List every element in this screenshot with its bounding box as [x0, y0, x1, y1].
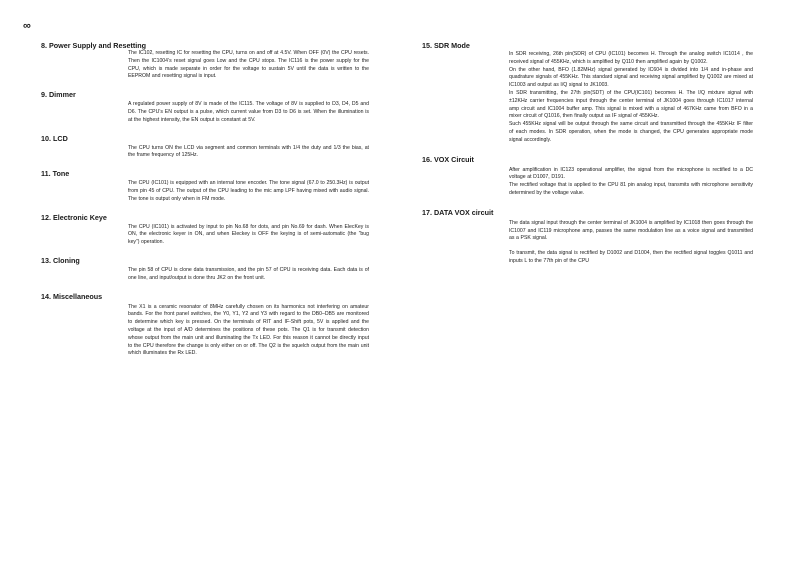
- page-mark: ∞: [23, 20, 31, 32]
- section-body: [128, 304, 369, 359]
- paragraph: A regulated power supply of 8V is made of the IC115. The voltage of 8V is supplied to D3, D4, D5 and D6. The CPU’s EN output is a pulse, which current value from D3 to D6 is set. When the illumination is at the highest intensity, the EN output is constant at 5V.: [128, 101, 369, 123]
- section-sdr-mode: [422, 41, 753, 145]
- section-heading: 12. Electronic Keye: [41, 212, 107, 222]
- section-vox-circuit: [422, 155, 753, 198]
- section-body: [128, 145, 369, 161]
- section-data-vox-circuit: [422, 208, 753, 266]
- section-heading: 14. Miscellaneous: [41, 291, 103, 301]
- section-power-supply: [41, 41, 369, 81]
- paragraph: The data signal input through the center terminal of JK1004 is amplified by IC1018 then goes through the IC1007 and IC119 microphone amp, passes the same modulation line as a voice signal and transmitted as a PSK signal.: [509, 219, 753, 242]
- section-dimmer: [41, 90, 369, 124]
- right-column: [422, 41, 753, 266]
- section-heading: 17. DATA VOX circuit: [422, 207, 494, 217]
- section-body: [509, 167, 753, 198]
- left-column: [41, 41, 369, 358]
- paragraph: To transmit, the data signal is rectified by D1002 and D1004, then the rectified signal toggles Q1011 and inputs L to the 77th pin of the CPU: [509, 250, 753, 264]
- section-electronic-keyer: [41, 213, 369, 247]
- paragraph: The CPU (IC101) is activated by input to pin No.68 for dots, and pin No.69 for dash. When ElecKey is ON, the electronic keyer in ON, and when Eleckey is OFF the keying is of semi-automatic (the “bug key”) operation.: [128, 223, 369, 246]
- section-heading: 9. Dimmer: [41, 90, 76, 100]
- paragraph: On the other hand, BFO (1.82MHz) signal generated by IC604 is divided into 1/4 and in-phase and quadrature signals of 455KHz. This standard signal and receiving signal amplified by Q1002 are mixed at IC1003 and output as I/Q signal to JK1003.: [509, 66, 753, 89]
- section-heading: 15. SDR Mode: [422, 41, 470, 50]
- section-heading: 16. VOX Circuit: [422, 154, 474, 164]
- paragraph: The X1 is a ceramic resonator of 8MHz carefully chosen on its harmonics not interfering on amateur bands. For the front panel switches, the Y0, Y1, Y2 and Y3 with regard to the DB0–DB5 are monitored to determine which key is pressed. On the terminals of RIT and IF-Shift pots, 5V is applied and the voltage at the input of A/D determines the positions of these pots. The Q1 is for transmit detection whose output from the main unit and illuminating the Tx LED. For this reason it cannot be directly input to the CPU therefore the change is only either on or off. The Q2 is the squelch output from the main unit which illuminates the Rx LED.: [128, 303, 369, 357]
- paragraph: Such 455KHz signal will be output through the same circuit and transmitted through the 455KHz IF filter of each modes. In SDR operation, when the mode is changed, the CPU generates appropriate mode signal accordingly.: [509, 121, 753, 143]
- section-miscellaneous: [41, 292, 369, 359]
- section-heading: 13. Cloning: [41, 255, 80, 265]
- section-cloning: [41, 256, 369, 283]
- paragraph: The CPU (IC101) is equipped with an internal tone encoder. The tone signal (67.0 to 250.3Hz) is output from pin 45 of CPU. The output of the CPU leading to the mic amp LPF having mixed with audio signal. The tone is output only when in FM mode.: [128, 180, 369, 202]
- section-body: [128, 267, 369, 283]
- section-heading: 8. Power Supply and Resetting: [41, 41, 147, 50]
- paragraph: The CPU turns ON the LCD via segment and common terminals with 1/4 the duty and 1/3 the bias, at the frame frequency of 125Hz.: [128, 144, 369, 159]
- paragraph: In SDR receiving, 26th pin(SDR) of CPU (IC101) becomes H. Through the analog switch IC1014 , the received signal of 455KHz, which is amplified by Q110 then amplified again by Q1002.: [509, 51, 753, 65]
- section-body: [509, 51, 753, 145]
- section-tone: [41, 169, 369, 203]
- paragraph: In SDR transmitting, the 27th pin(SDT) of the CPU(IC101) becomes H. The I/Q mixture signal with ±12KHz carrier frequencies input through the center terminal of JK1004 goes through IC1017 internal amp circuit and IC1004 buffer amp. This signal is mixed with a signal of 467KHz came from BFO in a mixer circuit of Q1016, then finally output as IF signal of 455KHz.: [509, 89, 753, 120]
- section-heading: 10. LCD: [41, 133, 68, 143]
- section-body: [128, 101, 369, 124]
- section-body: [128, 50, 369, 81]
- section-body: [509, 220, 753, 266]
- section-body: [128, 180, 369, 203]
- paragraph: The pin 58 of CPU is clone data transmission, and the pin 57 of CPU is receiving data. Each data is of one line, and input/output is done thru JK2 on the front unit.: [128, 266, 369, 281]
- section-lcd: [41, 134, 369, 161]
- section-heading: 11. Tone: [41, 169, 70, 179]
- paragraph: The IC102, resetting IC for resetting the CPU, turns on and off at 4.5V. When OFF (0V) the CPU resets. Then the IC1004’s reset signal goes Low and the CPU stops. The IC116 is the power supply for the CPU, which is made separate in order for the voltage to sustain 5V until the data is written to the EEPROM and resetting signal is input.: [128, 50, 369, 80]
- paragraph: After amplification in IC123 operational amplifier, the signal from the microphone is rectified to a DC voltage at D1007, D191.: [509, 166, 753, 181]
- section-body: [128, 224, 369, 247]
- paragraph: The rectified voltage that is applied to the CPU 81 pin analog input, transmits with microphone sensitivity determined by the voltage value.: [509, 182, 753, 196]
